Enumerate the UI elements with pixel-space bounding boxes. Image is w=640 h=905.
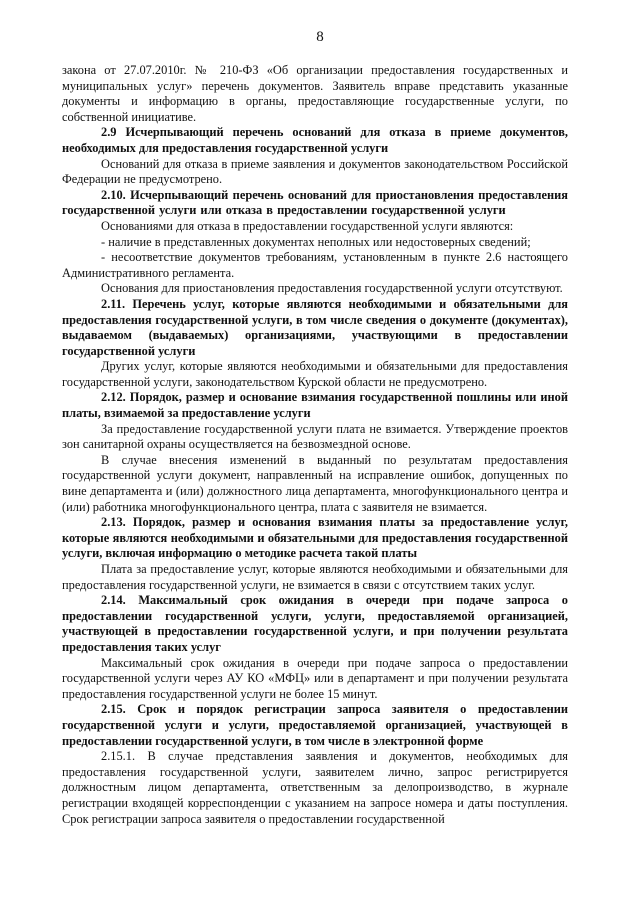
heading-2-14: 2.14. Максимальный срок ожидания в очереди при подаче запроса о предоставлении государственной услуги, услуги, предоставляемой организацией, участвующей в предоставлении государственной услуги, и при получении результата предоставления таких услуг	[62, 593, 568, 654]
document-body	[62, 63, 568, 827]
heading-2-15: 2.15. Срок и порядок регистрации запроса заявителя о предоставлении государственной услуги и услуги, предоставляемой организацией, участвующей в предоставлении государственной услуги, в том числе в электронной форме	[62, 702, 568, 748]
paragraph: Основания для приостановления предоставления государственной услуги отсутствуют.	[101, 281, 563, 296]
paragraph: Максимальный срок ожидания в очереди при подаче запроса о предоставлении государственной услуги через АУ КО «МФЦ» или в департамент и при получении результата предоставления государственной услуги не более 15 минут.	[62, 655, 568, 701]
list-item: - несоответствие документов требованиям, установленным в пункте 2.6 настоящего Административного регламента.	[62, 250, 568, 280]
paragraph: В случае внесения изменений в выданный по результатам предоставления государственной услуги документ, направленный на исправление ошибок, допущенных по вине департамента и (или) должностного лица департамента, многофункционального центра и (или) работника многофункционального центра, плата с заявителя не взимается.	[62, 452, 568, 514]
paragraph: Плата за предоставление услуг, которые являются необходимыми и обязательными для предоставления государственной услуги, не взимается в связи с отсутствием таких услуг.	[62, 562, 568, 592]
heading-2-9: 2.9 Исчерпывающий перечень оснований для отказа в приеме документов, необходимых для предоставления государственной услуги	[62, 125, 568, 155]
paragraph: За предоставление государственной услуги плата не взимается. Утверждение проектов зон санитарной охраны осуществляется на безвозмездной основе.	[62, 421, 568, 452]
list-item: - наличие в представленных документах неполных или недостоверных сведений;	[101, 234, 531, 249]
heading-2-10: 2.10. Исчерпывающий перечень оснований для приостановления предоставления государственной услуги или отказа в предоставлении государственной услуги	[62, 187, 568, 218]
heading-2-13: 2.13. Порядок, размер и основания взимания платы за предоставление услуг, которые являются необходимыми и обязательными для предоставления государственной услуги, включая информацию о методике расчета такой платы	[62, 515, 568, 561]
heading-2-11: 2.11. Перечень услуг, которые являются необходимыми и обязательными для предоставления государственной услуги, в том числе сведения о документе (документах), выдаваемом (выдаваемых) организациями, участвующими в предоставлении государственной услуги	[62, 296, 568, 358]
paragraph: Основаниями для отказа в предоставлении государственной услуги являются:	[101, 218, 514, 233]
paragraph: Оснований для отказа в приеме заявления и документов законодательством Российской Федерации не предусмотрено.	[62, 156, 568, 187]
paragraph-law-reference: закона от 27.07.2010г. № 210-ФЗ «Об организации предоставления государственных и муниципальных услуг» перечень документов. Заявитель вправе представить указанные документы и информацию в органы, предоставляющие государственные услуги, по собственной инициативе.	[62, 63, 568, 124]
heading-2-12: 2.12. Порядок, размер и основание взимания государственной пошлины или иной платы, взимаемой за предоставление услуги	[62, 390, 568, 421]
page-number: 8	[316, 29, 324, 45]
paragraph: Других услуг, которые являются необходимыми и обязательными для предоставления государственной услуги, законодательством Курской области не предусмотрено.	[62, 359, 568, 389]
paragraph: 2.15.1. В случае представления заявления и документов, необходимых для предоставления государственной услуги, заявителем лично, запрос регистрируется должностным лицом департамента, ответственным за делопроизводство, в журнале регистрации входящей корреспонденции с указанием на запросе номера и даты поступления. Срок регистрации запроса заявителя о предоставлении государственной	[62, 749, 568, 826]
